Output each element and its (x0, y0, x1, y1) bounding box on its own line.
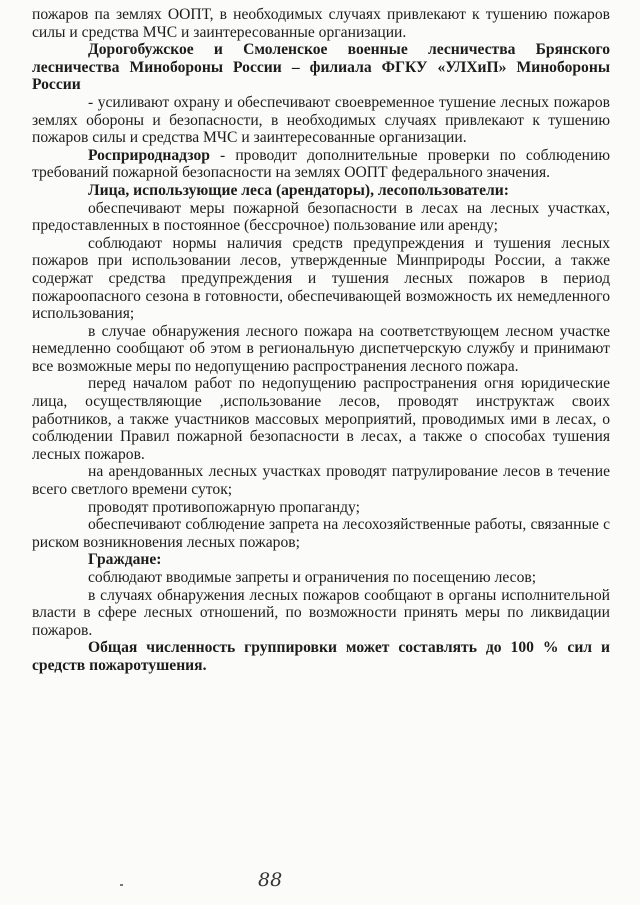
heading-citizens: Граждане: (88, 551, 162, 569)
rosprirodnadzor-text: - проводит дополнительные проверки по соблюдению требований пожарной безопасности на землях ООПТ федерального значения. (32, 146, 610, 182)
paragraph-fire-reporting: в случае обнаружения лесного пожара на соответствующем лесном участке немедленно сообщают об этом в региональную диспетчерскую службу и принимают все возможные меры по недопущению распространения лесного пожара. (32, 322, 610, 375)
paragraph-instruction: перед началом работ по недопущению распространения огня юридические лица, осуществляющие ,использование лесов, проводят инструктаж своих работников, а также участников массовых мероприятий, проводимых ими в лесах, о соблюдении Правил пожарной безопасности в лесах, а также о способах тушения лесных пожаров. (32, 375, 610, 463)
paragraph-rosprirodnadzor (32, 147, 610, 182)
paragraph-restrictions: соблюдают вводимые запреты и ограничения по посещению лесов; (88, 569, 537, 586)
paragraph-patrolling: на арендованных лесных участках проводят патрулирование лесов в течение всего светлого времени суток; (32, 463, 610, 499)
paragraph-military-duties: - усиливают охрану и обеспечивают своевременное тушение лесных пожаров землях обороны и безопасности, в необходимых случаях привлекают к тушению пожаров силы и средства МЧС и заинтересованные организации. (32, 93, 610, 147)
rosprirodnadzor-label: Росприроднадзор (88, 146, 210, 164)
paragraph-total-strength: Общая численность группировки может составлять до 100 % сил и средств пожаротушения. (32, 639, 610, 674)
scan-speck (120, 884, 123, 886)
heading-forest-users: Лица, использующие леса (арендаторы), лесопользователи: (88, 181, 509, 199)
paragraph-fire-safety-measures: обеспечивают меры пожарной безопасности в лесах на лесных участках, предоставленных в постоянное (бессрочное) пользование или аренду; (32, 199, 610, 235)
heading-military-forestries: Дорогобужское и Смоленское военные лесничества Брянского лесничества Минобороны России – филиала ФГКУ «УЛХиП» Минобороны России (32, 41, 610, 94)
paragraph-propaganda: проводят противопожарную пропаганду; (88, 498, 360, 516)
paragraph-equipment-norms: соблюдают нормы наличия средств предупреждения и тушения лесных пожаров при использовании лесов, утвержденные Минприроды России, а также содержат средства предупреждения и тушения лесных пожаров в период пожароопасного сезона в готовности, обеспечивающей возможность их немедленного использования; (32, 234, 610, 323)
paragraph-oopt-continuation: пожаров па землях ООПТ, в необходимых случаях привлекают к тушению пожаров силы и средства МЧС и заинтересованные организации. (32, 6, 610, 41)
paragraph-work-ban: обеспечивают соблюдение запрета на лесохозяйственные работы, связанные с риском возникновения лесных пожаров; (32, 516, 610, 551)
page-number: 88 (258, 869, 283, 891)
paragraph-citizen-reporting: в случаях обнаружения лесных пожаров сообщают в органы исполнительной власти в сфере лесных отношений, по возможности принять меры по ликвидации пожаров. (32, 586, 610, 639)
